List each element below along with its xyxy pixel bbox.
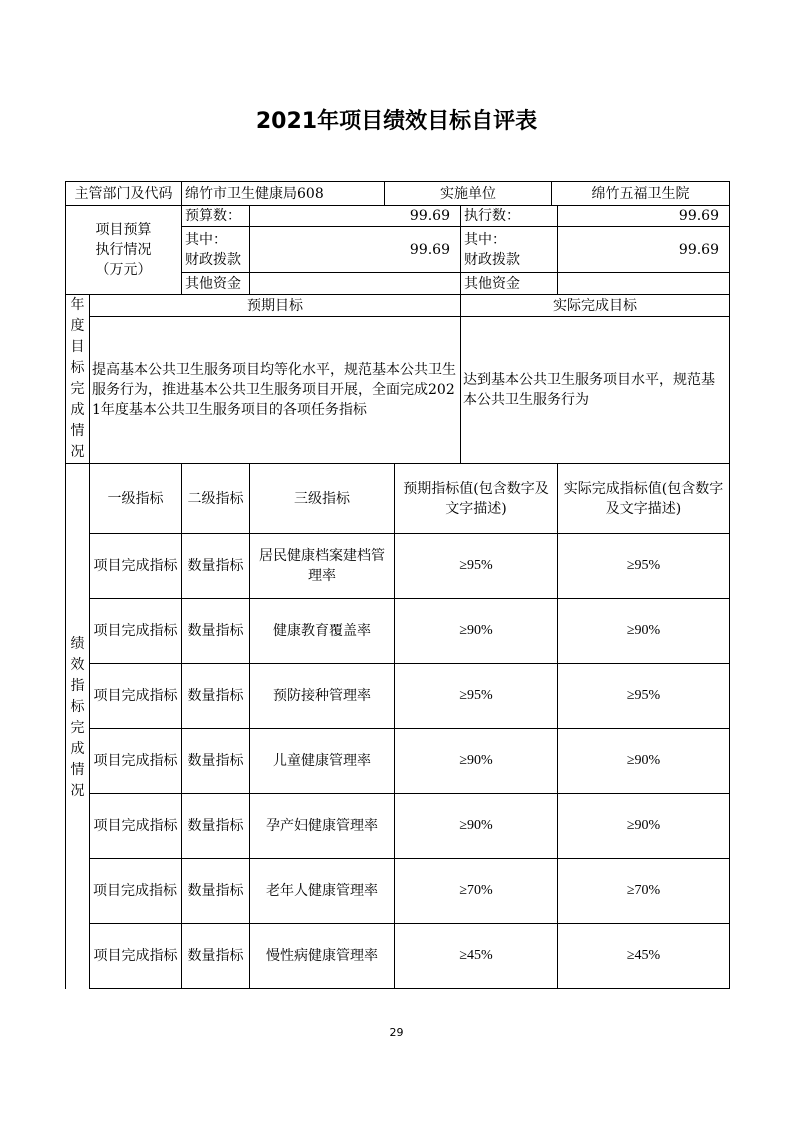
- unit-label: 实施单位: [385, 182, 552, 206]
- table-row: [66, 534, 730, 599]
- other-value-a: [250, 273, 461, 295]
- level2-cell: 数量指标: [182, 924, 250, 989]
- budget-section-label: 项目预算 执行情况 （万元）: [66, 206, 182, 295]
- level3-cell: 儿童健康管理率: [250, 729, 395, 794]
- level1-cell: 项目完成指标: [90, 534, 182, 599]
- level2-header: 二级指标: [182, 464, 250, 534]
- other-label-a: 其他资金: [182, 273, 250, 295]
- level1-cell: 项目完成指标: [90, 664, 182, 729]
- goals-section-label: 年度目标完成情况: [66, 295, 90, 464]
- expected-goal-header: 预期目标: [90, 295, 461, 317]
- budget-value: 99.69: [250, 206, 461, 227]
- expected-value-cell: ≥90%: [395, 794, 558, 859]
- expected-value-header: 预期指标值(包含数字及文字描述): [395, 464, 558, 534]
- level1-cell: 项目完成指标: [90, 599, 182, 664]
- table-row: [66, 924, 730, 989]
- dept-value: 绵竹市卫生健康局608: [182, 182, 385, 206]
- expected-value-cell: ≥95%: [395, 534, 558, 599]
- level3-cell: 老年人健康管理率: [250, 859, 395, 924]
- fiscal-value-b: 99.69: [558, 227, 730, 273]
- level3-cell: 居民健康档案建档管理率: [250, 534, 395, 599]
- actual-value-cell: ≥95%: [558, 534, 730, 599]
- actual-value-header: 实际完成指标值(包含数字及文字描述): [558, 464, 730, 534]
- unit-value: 绵竹五福卫生院: [552, 182, 730, 206]
- table-row: [66, 729, 730, 794]
- level2-cell: 数量指标: [182, 664, 250, 729]
- actual-value-cell: ≥90%: [558, 599, 730, 664]
- actual-value-cell: ≥90%: [558, 794, 730, 859]
- expected-value-cell: ≥70%: [395, 859, 558, 924]
- level2-cell: 数量指标: [182, 599, 250, 664]
- level3-cell: 慢性病健康管理率: [250, 924, 395, 989]
- self-evaluation-table: [65, 181, 730, 989]
- budget-label: 预算数：: [182, 206, 250, 227]
- actual-value-cell: ≥95%: [558, 664, 730, 729]
- indicators-section-label: 绩效指标完成情况: [66, 464, 90, 989]
- level2-cell: 数量指标: [182, 859, 250, 924]
- expected-value-cell: ≥95%: [395, 664, 558, 729]
- actual-value-cell: ≥45%: [558, 924, 730, 989]
- page-number: 29: [389, 1026, 404, 1039]
- dept-label: 主管部门及代码: [66, 182, 182, 206]
- level2-cell: 数量指标: [182, 534, 250, 599]
- fiscal-label-b: 其中： 财政拨款: [461, 227, 558, 273]
- actual-value-cell: ≥90%: [558, 729, 730, 794]
- fiscal-label-a: 其中： 财政拨款: [182, 227, 250, 273]
- page-title: 2021年项目绩效目标自评表: [255, 109, 538, 134]
- level1-header: 一级指标: [90, 464, 182, 534]
- level3-cell: 孕产妇健康管理率: [250, 794, 395, 859]
- table-row: [66, 599, 730, 664]
- level2-cell: 数量指标: [182, 794, 250, 859]
- other-label-b: 其他资金: [461, 273, 558, 295]
- level1-cell: 项目完成指标: [90, 794, 182, 859]
- expected-value-cell: ≥45%: [395, 924, 558, 989]
- exec-value: 99.69: [558, 206, 730, 227]
- level3-cell: 预防接种管理率: [250, 664, 395, 729]
- level1-cell: 项目完成指标: [90, 729, 182, 794]
- actual-goal-header: 实际完成目标: [461, 295, 730, 317]
- level3-header: 三级指标: [250, 464, 395, 534]
- table-row: [66, 664, 730, 729]
- fiscal-value-a: 99.69: [250, 227, 461, 273]
- level3-cell: 健康教育覆盖率: [250, 599, 395, 664]
- expected-value-cell: ≥90%: [395, 599, 558, 664]
- other-value-b: [558, 273, 730, 295]
- level2-cell: 数量指标: [182, 729, 250, 794]
- table-row: [66, 859, 730, 924]
- level1-cell: 项目完成指标: [90, 924, 182, 989]
- actual-goal-text: 达到基本公共卫生服务项目水平，规范基本公共卫生服务行为: [461, 317, 730, 464]
- actual-value-cell: ≥70%: [558, 859, 730, 924]
- level1-cell: 项目完成指标: [90, 859, 182, 924]
- table-row: [66, 794, 730, 859]
- exec-label: 执行数：: [461, 206, 558, 227]
- expected-value-cell: ≥90%: [395, 729, 558, 794]
- expected-goal-text: 提高基本公共卫生服务项目均等化水平，规范基本公共卫生服务行为，推进基本公共卫生服务项目开展，全面完成2021年度基本公共卫生服务项目的各项任务指标: [90, 317, 461, 464]
